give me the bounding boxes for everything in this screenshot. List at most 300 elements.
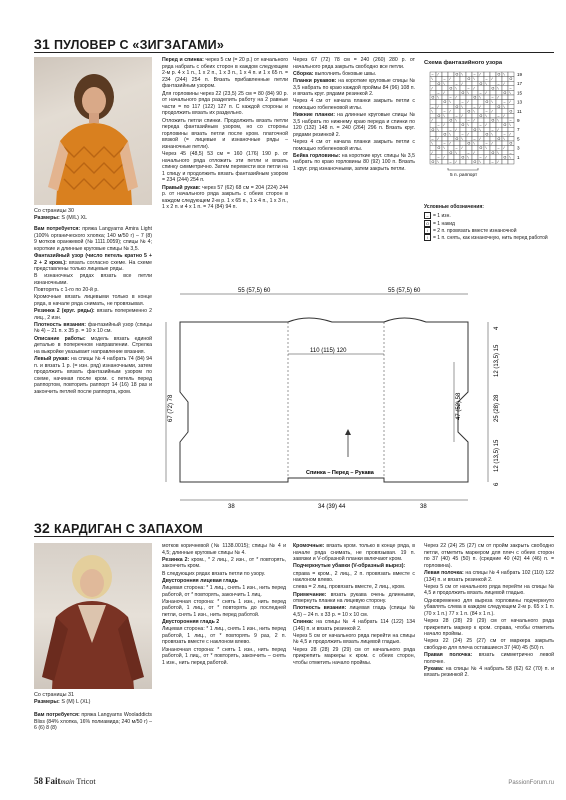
paragraph — [162, 91, 288, 117]
chart-symbol: / — [431, 86, 433, 91]
paragraph-text: пряжа Langyarns Amira Light (100% органического хлопка; 140 м/50 г) – 7 (8) 9 мотков оранжевой (№ 1111.0059); спицы № 4; короткие и длинные круговые спицы № 3,5. — [34, 226, 152, 252]
chart-symbol: / — [449, 77, 451, 82]
brand-sub: Tricot — [76, 777, 96, 786]
knitting-chart — [422, 68, 554, 178]
paragraph — [293, 71, 415, 78]
chart-symbol: O — [491, 150, 495, 155]
chart-symbol: / — [479, 104, 481, 109]
chart-symbol: \ — [443, 146, 445, 151]
chart-symbol: \ — [443, 81, 445, 86]
chart-symbol: O — [479, 114, 483, 118]
chart-cell — [442, 127, 448, 132]
paragraph-text: Лицевая сторона: * 1 лиц., снять 1 изн., нить перед работой, от * повторять, закончить 1 лиц. — [162, 584, 286, 598]
section2-number: 32 — [34, 520, 50, 536]
chart-cell — [490, 136, 496, 141]
chart-symbol: – — [473, 104, 476, 109]
chart-symbol: \ — [437, 160, 439, 164]
chart-symbol: – — [491, 95, 494, 100]
chart-cell — [508, 146, 514, 151]
cardigan-photo — [34, 543, 152, 689]
chart-cell — [478, 86, 484, 91]
chart-symbol: \ — [449, 132, 451, 137]
paragraph — [34, 322, 152, 335]
chart-symbol: \ — [455, 86, 457, 91]
chart-symbol: O — [437, 146, 441, 151]
chart-cell — [436, 118, 442, 123]
paragraph-text: Отложить петли спинки. Продолжить вязать петли переда фантазийным узором, но со стороны горловины вязать петли после кром. платочной вязкой (= лицевые и изнаночные ряды – изнаночные петли). — [162, 117, 288, 150]
chart-symbol: O — [431, 127, 435, 132]
chart-cell — [460, 150, 466, 155]
chart-cell — [496, 100, 502, 105]
chart-cell — [448, 72, 454, 77]
chart-symbol: \ — [443, 114, 445, 118]
paragraph-text: через 5 см (= 20 р.) от начального ряда набрать с обеих сторон в каждом следующем 2-м р. 4 x 1 п., 1 x 2 п., 1 x 3 п., 1 x 4 п. и 1 x 65 п. = 234 (244) 254 п. Вязать прибавленные петли фантазийным узором. — [162, 57, 288, 90]
dim-height-mid: 47 (52) 58 — [456, 392, 462, 420]
paragraph — [162, 185, 288, 211]
chart-symbol: \ — [479, 95, 481, 100]
paragraph — [293, 584, 415, 591]
paragraph-text: В изнаночных рядах вязать все петли изнаночными. — [34, 273, 152, 286]
chart-row-label: 3 — [517, 145, 520, 151]
chart-cell — [472, 90, 478, 95]
chart-cell — [472, 132, 478, 137]
chart-symbol: \ — [467, 123, 469, 128]
chart-symbol: – — [479, 123, 482, 128]
chart-symbol: \ — [455, 150, 457, 155]
paragraph-text: на спицы № 4 набрать 74 (84) 94 п. и вязать 1 р. (= изн. ряд) изнаночными, затем продолжить вязать фантазийным узором по схеме, начиная после кром. с петель перед раппортом, повторить раппорт 14 (16) 18 раз и закончить петлей после раппорта, кром. — [34, 356, 152, 395]
chart-cell — [472, 81, 478, 86]
chart-symbol: \ — [509, 155, 511, 160]
chart-cell — [448, 90, 454, 95]
paragraph-text: справа = кром., 2 лиц., 2 п. провязать вместе с наклоном влево. — [293, 570, 415, 584]
repeat-bracket — [448, 168, 478, 170]
chart-symbol: O — [509, 141, 513, 146]
yarnover-symbol-icon: O — [425, 220, 430, 226]
chart-cell — [436, 132, 442, 137]
chart-symbol: \ — [503, 72, 505, 77]
paragraph-heading: Вам потребуется: — [34, 712, 80, 718]
chart-symbol: O — [461, 123, 465, 128]
chart-symbol: – — [437, 123, 440, 128]
chart-cell — [460, 159, 466, 164]
chart-symbol: O — [485, 132, 489, 137]
paragraph-text: на спицы № 4 набрать 114 (122) 134 (146) п. и вязать резинкой 2. — [293, 619, 415, 632]
chart-symbol: / — [497, 95, 499, 100]
paragraph — [34, 356, 152, 396]
chart-symbol: \ — [491, 132, 493, 137]
chart-symbol: \ — [473, 109, 475, 114]
paragraph-text: Изнаночная сторона: * снять 1 изн., нить перед работой, 1 лиц., от * повторять, закончить – снять 1 изн., нить перед работой. — [162, 646, 286, 666]
chart-symbol: \ — [431, 141, 433, 146]
chart-symbol: \ — [437, 127, 439, 132]
section1-title — [34, 36, 224, 52]
chart-symbol: – — [473, 137, 476, 141]
chart-cell — [502, 118, 508, 123]
k2tog-symbol-icon: / — [424, 227, 431, 234]
chart-cell — [454, 155, 460, 160]
chart-cell — [460, 95, 466, 100]
chart-cell — [454, 141, 460, 146]
chart-symbol: – — [485, 109, 488, 114]
chart-cell — [490, 146, 496, 151]
chart-symbol: – — [491, 160, 494, 164]
dim-h4: 4 — [494, 326, 500, 330]
paragraph — [162, 626, 286, 646]
chart-cell — [508, 127, 514, 132]
chart-symbol: O — [497, 104, 501, 109]
paragraph — [162, 599, 286, 619]
chart-symbol: / — [485, 91, 487, 95]
chart-symbol: O — [491, 86, 495, 91]
chart-cell — [466, 95, 472, 100]
chart-symbol: / — [497, 127, 499, 132]
paragraph — [424, 666, 554, 679]
section2-title — [34, 520, 203, 536]
chart-symbol: / — [431, 150, 433, 155]
paragraph — [293, 112, 415, 138]
chart-symbol: / — [503, 81, 505, 86]
chart-cell — [508, 72, 514, 77]
paragraph — [162, 543, 286, 556]
paragraph-text: Через 4 см от начала планки закрыть петли с помощью гобеленовой иглы. — [293, 98, 415, 111]
chart-symbol: – — [467, 150, 470, 155]
chart-symbol: \ — [449, 100, 451, 105]
legend-text-yarnover: = 1 накид — [433, 220, 455, 227]
paragraph — [424, 652, 554, 665]
chart-cell — [466, 159, 472, 164]
paragraph — [293, 571, 415, 584]
chart-symbol: \ — [461, 137, 463, 141]
chart-cell — [478, 132, 484, 137]
chart-symbol: – — [509, 150, 512, 155]
chart-symbol: O — [467, 109, 471, 114]
section1-column-1 — [34, 226, 152, 508]
paragraph — [34, 287, 152, 294]
chart-symbol: O — [485, 100, 489, 105]
chart-symbol: O — [503, 91, 507, 95]
chart-symbol: O — [509, 77, 513, 82]
chart-cell — [478, 118, 484, 123]
chart-symbol: – — [467, 118, 470, 123]
chart-cell — [472, 100, 478, 105]
chart-symbol: / — [467, 132, 469, 137]
section2-column-2 — [162, 543, 286, 765]
chart-symbol: \ — [503, 137, 505, 141]
chart-row-label: 17 — [517, 81, 523, 87]
paragraph-text: вязать симметрично левой полочке. — [424, 652, 554, 665]
chart-symbol: \ — [467, 155, 469, 160]
chart-symbol: – — [431, 104, 434, 109]
chart-symbol: \ — [509, 123, 511, 128]
chart-cell — [490, 155, 496, 160]
chart-symbol: – — [461, 132, 464, 137]
paragraph-text: на короткие круг. спицы № 3,5 набрать по краю горловины 80 (92) 100 п. Вязать 1 круг. ряд изнаночными, затем закрыть петли. — [293, 152, 415, 173]
chart-cell — [484, 104, 490, 109]
paragraph — [293, 98, 415, 111]
chart-cell — [436, 100, 442, 105]
repeat-label: 5 п. раппорт — [450, 173, 478, 178]
paragraph-text: Изнаночная сторона: * снять 1 изн., нить перед работой, 1 лиц., от * повторять до последней петли, снять 1 изн., нить перед работой. — [162, 598, 286, 618]
chart-symbol: O — [431, 160, 435, 164]
paragraph-text: Одновременно для выреза горловины подчеркнуто убавлять слева в каждом следующем 2-м р. 65 x 1 п. (70 x 1 п.) 77 x 1 п. (84 x 1 п.). — [424, 597, 554, 617]
schematic-center-label: Спинка – Перед – Рукава — [306, 470, 374, 476]
chart-symbol: O — [455, 137, 459, 141]
chart-symbol: / — [467, 100, 469, 105]
chart-symbol: O — [455, 104, 459, 109]
chart-symbol: O — [449, 118, 453, 123]
paragraph-heading: Бейка горловины: — [293, 152, 341, 159]
chart-cell — [478, 109, 484, 114]
chart-cell — [448, 155, 454, 160]
chart-cell — [460, 141, 466, 146]
chart-symbol: / — [437, 72, 439, 77]
chart-cell — [484, 86, 490, 91]
chart-symbol: O — [467, 77, 471, 82]
paragraph-text: Через 28 (28) 29 (29) см от начального ряда прикрепить маркер к кром. справа, чтобы отметить начало проймы. — [424, 617, 554, 638]
section2-caption — [34, 692, 90, 706]
chart-row-label: 15 — [517, 90, 523, 96]
section2-rule — [34, 536, 554, 537]
paragraph-text: через 57 (62) 68 см = 204 (224) 244 р. от начального ряда закрыть с обеих сторон в каждом следующем 2-м р. 1 x 65 п., 1 x 4 п., 1 x 3 п., 1 x 2 п. и 4 x 1 п. = 74 (84) 94 п. — [162, 184, 288, 211]
legend-text-purl: = 1 изн. — [433, 213, 451, 220]
chart-cell — [496, 109, 502, 114]
chart-cell — [496, 90, 502, 95]
chart-symbol: / — [473, 86, 475, 91]
chart-cell — [442, 86, 448, 91]
chart-symbol: / — [431, 118, 433, 123]
chart-symbol: – — [509, 118, 512, 123]
chart-symbol: / — [461, 146, 463, 151]
paragraph-text: вязать кром. только в конце ряда, в начале ряда снимать, не провязывая. 19 п. завязки и V-образной планки включают кром. — [293, 543, 415, 563]
paragraph-heading: Фантазийный узор (число петель кратно 5 + 2 + 2 кром.): — [34, 252, 152, 266]
dim-h25: 25 (28) 28 — [494, 394, 500, 422]
paragraph-text: выполнить боковые швы. — [313, 70, 377, 77]
paragraph — [162, 557, 286, 570]
chart-symbol: \ — [497, 150, 499, 155]
chart-symbol: / — [473, 150, 475, 155]
chart-symbol: – — [497, 114, 500, 118]
chart-cell — [448, 123, 454, 128]
chart-cell — [502, 86, 508, 91]
chart-symbol: – — [449, 95, 452, 100]
chart-symbol: \ — [437, 95, 439, 100]
chart-cell — [490, 113, 496, 118]
chart-cell — [466, 81, 472, 86]
paragraph-heading: Двусторонняя лицевая гладь — [162, 577, 238, 584]
chart-symbol: O — [437, 114, 441, 118]
chart-symbol: \ — [467, 91, 469, 95]
chart-cell — [490, 81, 496, 86]
chart-symbol: – — [485, 77, 488, 82]
paragraph-text: вязать рукава очень длинными, отвернуть планки на лицевую сторону. — [293, 591, 415, 605]
chart-symbol: – — [431, 137, 434, 141]
schematic-outline — [180, 318, 468, 482]
paragraph-text: Через 22 (24) 25 (27) см от пройм закрыть свободно петли, отметить маркером для плеч с обеих сторон по 37 (40) 45 (50) п. (средние 40 (42) 44 (46) п. = горловина). — [424, 543, 554, 569]
paragraph-text: Через 28 (28) 29 (29) см от начального ряда прикрепить маркеры к кром. с обеих сторон, чтобы отметить начало проймы. — [293, 646, 415, 666]
chart-symbol: O — [503, 123, 507, 128]
chart-symbol: / — [509, 132, 511, 137]
paragraph-heading: Нижние планки: — [293, 112, 335, 119]
chart-symbol: \ — [491, 100, 493, 105]
paragraph — [34, 712, 152, 732]
dim-h12: 12 (13,5) 15 — [494, 344, 500, 377]
chart-symbol: / — [449, 141, 451, 146]
chart-symbol: / — [479, 137, 481, 141]
chart-symbol: / — [455, 127, 457, 132]
chart-symbol: – — [497, 81, 500, 86]
chart-symbol: \ — [485, 81, 487, 86]
chart-cell — [430, 113, 436, 118]
chart-cell — [454, 100, 460, 105]
paragraph-text: пряжа Langyarns Wooladdicts Bliss (84% хлопка, 16% полиамида; 240 м/50 г) – 6 (6) 8 (8) — [34, 712, 152, 732]
chart-row-label: 7 — [517, 127, 520, 133]
dim-bottom-left: 38 — [228, 504, 235, 510]
paragraph-heading: Сборка: — [293, 70, 314, 77]
chart-symbol: \ — [431, 77, 433, 82]
paragraph — [34, 336, 152, 356]
chart-symbol: \ — [461, 72, 463, 77]
paragraph — [34, 308, 152, 321]
chart-cell — [466, 104, 472, 109]
section1-number: 31 — [34, 36, 50, 52]
chart-symbol: – — [449, 160, 452, 164]
paragraph — [34, 273, 152, 286]
paragraph-heading: Подчеркнутые убавки (V-образный вырез): — [293, 563, 406, 570]
chart-symbol: – — [479, 155, 482, 160]
paragraph-text: Через 67 (72) 78 см = 240 (260) 280 р. от начального ряда закрыть свободно все петли. — [293, 57, 415, 70]
chart-symbol: / — [455, 160, 457, 164]
chart-cell — [460, 109, 466, 114]
chart-symbol: \ — [485, 146, 487, 151]
chart-cell — [478, 141, 484, 146]
chart-symbol: – — [443, 109, 446, 114]
paragraph — [424, 618, 554, 638]
paragraph — [293, 592, 415, 605]
legend-text-slip: = 1 п. снять, как изнаночную, нить перед работой — [433, 234, 548, 241]
paragraph — [293, 153, 415, 173]
chart-cell — [448, 81, 454, 86]
dim-bottom-right: 38 — [420, 504, 427, 510]
paragraph-text: на короткие круговые спицы № 3,5 набрать по краю каждой проймы 84 (96) 108 п. и вязать круг. рядами резинкой 2. — [293, 77, 415, 98]
section1-column-3 — [293, 57, 415, 279]
chart-symbol: / — [455, 95, 457, 100]
dim-h6: 6 — [494, 482, 500, 486]
section2-sizes-value: S (M) L (XL) — [61, 698, 91, 705]
chart-symbol: \ — [479, 127, 481, 132]
chart-legend — [424, 204, 554, 241]
footer — [34, 776, 96, 786]
paragraph-text: Через 5 см от начального ряда перейти на спицы № 4,5 и продолжить вязать лицевой гладью. — [424, 583, 554, 597]
paragraph-heading: Рукава: — [424, 665, 444, 672]
section2-column-4 — [424, 543, 554, 765]
chart-symbol: \ — [485, 114, 487, 118]
chart-symbol: O — [479, 81, 483, 86]
section2-column-3 — [293, 543, 415, 765]
dim-height-left: 67 (72) 78 — [168, 394, 174, 422]
chart-symbol: \ — [503, 104, 505, 109]
chart-symbol: O — [437, 81, 441, 86]
chart-cell — [454, 77, 460, 82]
chart-cell — [484, 150, 490, 155]
chart-symbol: / — [449, 109, 451, 114]
dim-h12-bottom: 12 (13,5) 15 — [494, 439, 500, 472]
chart-cell — [472, 123, 478, 128]
section1-caption — [34, 208, 87, 222]
chart-cell — [442, 118, 448, 123]
paragraph — [424, 598, 554, 618]
chart-cell — [484, 159, 490, 164]
paragraph-heading: Вам потребуется: — [34, 226, 81, 232]
paragraph-text: Через 45 (48,5) 53 см = 160 (176) 190 р. от начального ряда отложить эти петли и вязать спинку симметрично. Затем перевести все петли на 1 спицу и продолжить вязать фантазийным узором = 234 (244) 254 п. — [162, 151, 288, 184]
chart-symbol: O — [503, 155, 507, 160]
chart-cell — [484, 72, 490, 77]
cardigan-photo-art — [34, 543, 152, 689]
paragraph-heading: Перед и спинка: — [162, 57, 204, 63]
section1-sizes-value: S (M/L) XL — [61, 214, 88, 221]
chart-symbol: / — [503, 114, 505, 118]
chart-symbol: – — [473, 72, 476, 77]
chart-symbol: O — [479, 146, 483, 151]
chart-symbol: – — [479, 91, 482, 95]
paragraph-heading: Резинка 2 (круг. ряды): — [34, 308, 95, 315]
paragraph — [34, 253, 152, 273]
paragraph-text: Лицевая сторона: * 1 лиц., снять 1 изн., нить перед работой, 1 лиц., от * повторять 9 раз, 2 п. провязать вместе с наклоном влево. — [162, 626, 286, 646]
legend-text-k2tog: = 2 п. провязать вместе изнаночной — [433, 227, 517, 234]
chart-cell — [454, 123, 460, 128]
section2-sizes-label: Размеры: — [34, 698, 60, 705]
chart-row-label: 13 — [517, 99, 523, 105]
paragraph-text: на спицы № 4 набрать 102 (110) 122 (134) п. и вязать резинкой 2. — [424, 569, 554, 583]
paragraph-text: модель вязать единой деталью в поперечном направлении. Стрелка на выкройке указывает направление вязания. — [34, 335, 152, 355]
chart-cell — [490, 123, 496, 128]
section1-rule — [34, 52, 554, 53]
chart-cell — [502, 77, 508, 82]
paragraph-text: вязать согласно схеме. На схеме представлены только лицевые ряды. — [34, 259, 152, 273]
chart-symbol: / — [491, 141, 493, 146]
chart-cell — [442, 159, 448, 164]
chart-symbol: O — [443, 132, 447, 137]
paragraph — [424, 584, 554, 597]
chart-cell — [430, 90, 436, 95]
paragraph-heading: Двусторонняя гладь 2 — [162, 619, 220, 626]
chart-symbol: O — [497, 137, 501, 141]
chart-symbol: – — [437, 91, 440, 95]
chart-symbol: – — [455, 146, 458, 151]
dim-bottom-mid: 34 (39) 44 — [318, 504, 346, 510]
paragraph — [293, 57, 415, 70]
chart-cell — [508, 95, 514, 100]
paragraph-heading: Кромочные: — [293, 543, 325, 549]
chart-symbol: – — [509, 86, 512, 91]
paragraph — [293, 78, 415, 98]
dim-right-width: 55 (57,5) 60 — [388, 288, 421, 294]
chart-symbol: – — [443, 141, 446, 146]
chart-cell — [496, 141, 502, 146]
chart-symbol: / — [509, 100, 511, 105]
chart-cell — [496, 155, 502, 160]
chart-cell — [430, 146, 436, 151]
chart-symbol: \ — [473, 141, 475, 146]
paragraph — [162, 578, 286, 585]
paragraph-heading: Плотность вязания: — [293, 605, 347, 612]
chart-cell — [508, 81, 514, 86]
chart-symbol: / — [479, 72, 481, 77]
chart-cell — [454, 90, 460, 95]
paragraph-heading: Правый рукав: — [162, 184, 201, 191]
section2-column-1 — [34, 712, 152, 762]
paragraph-heading: Описание работы: — [34, 335, 86, 342]
chart-cell — [436, 150, 442, 155]
